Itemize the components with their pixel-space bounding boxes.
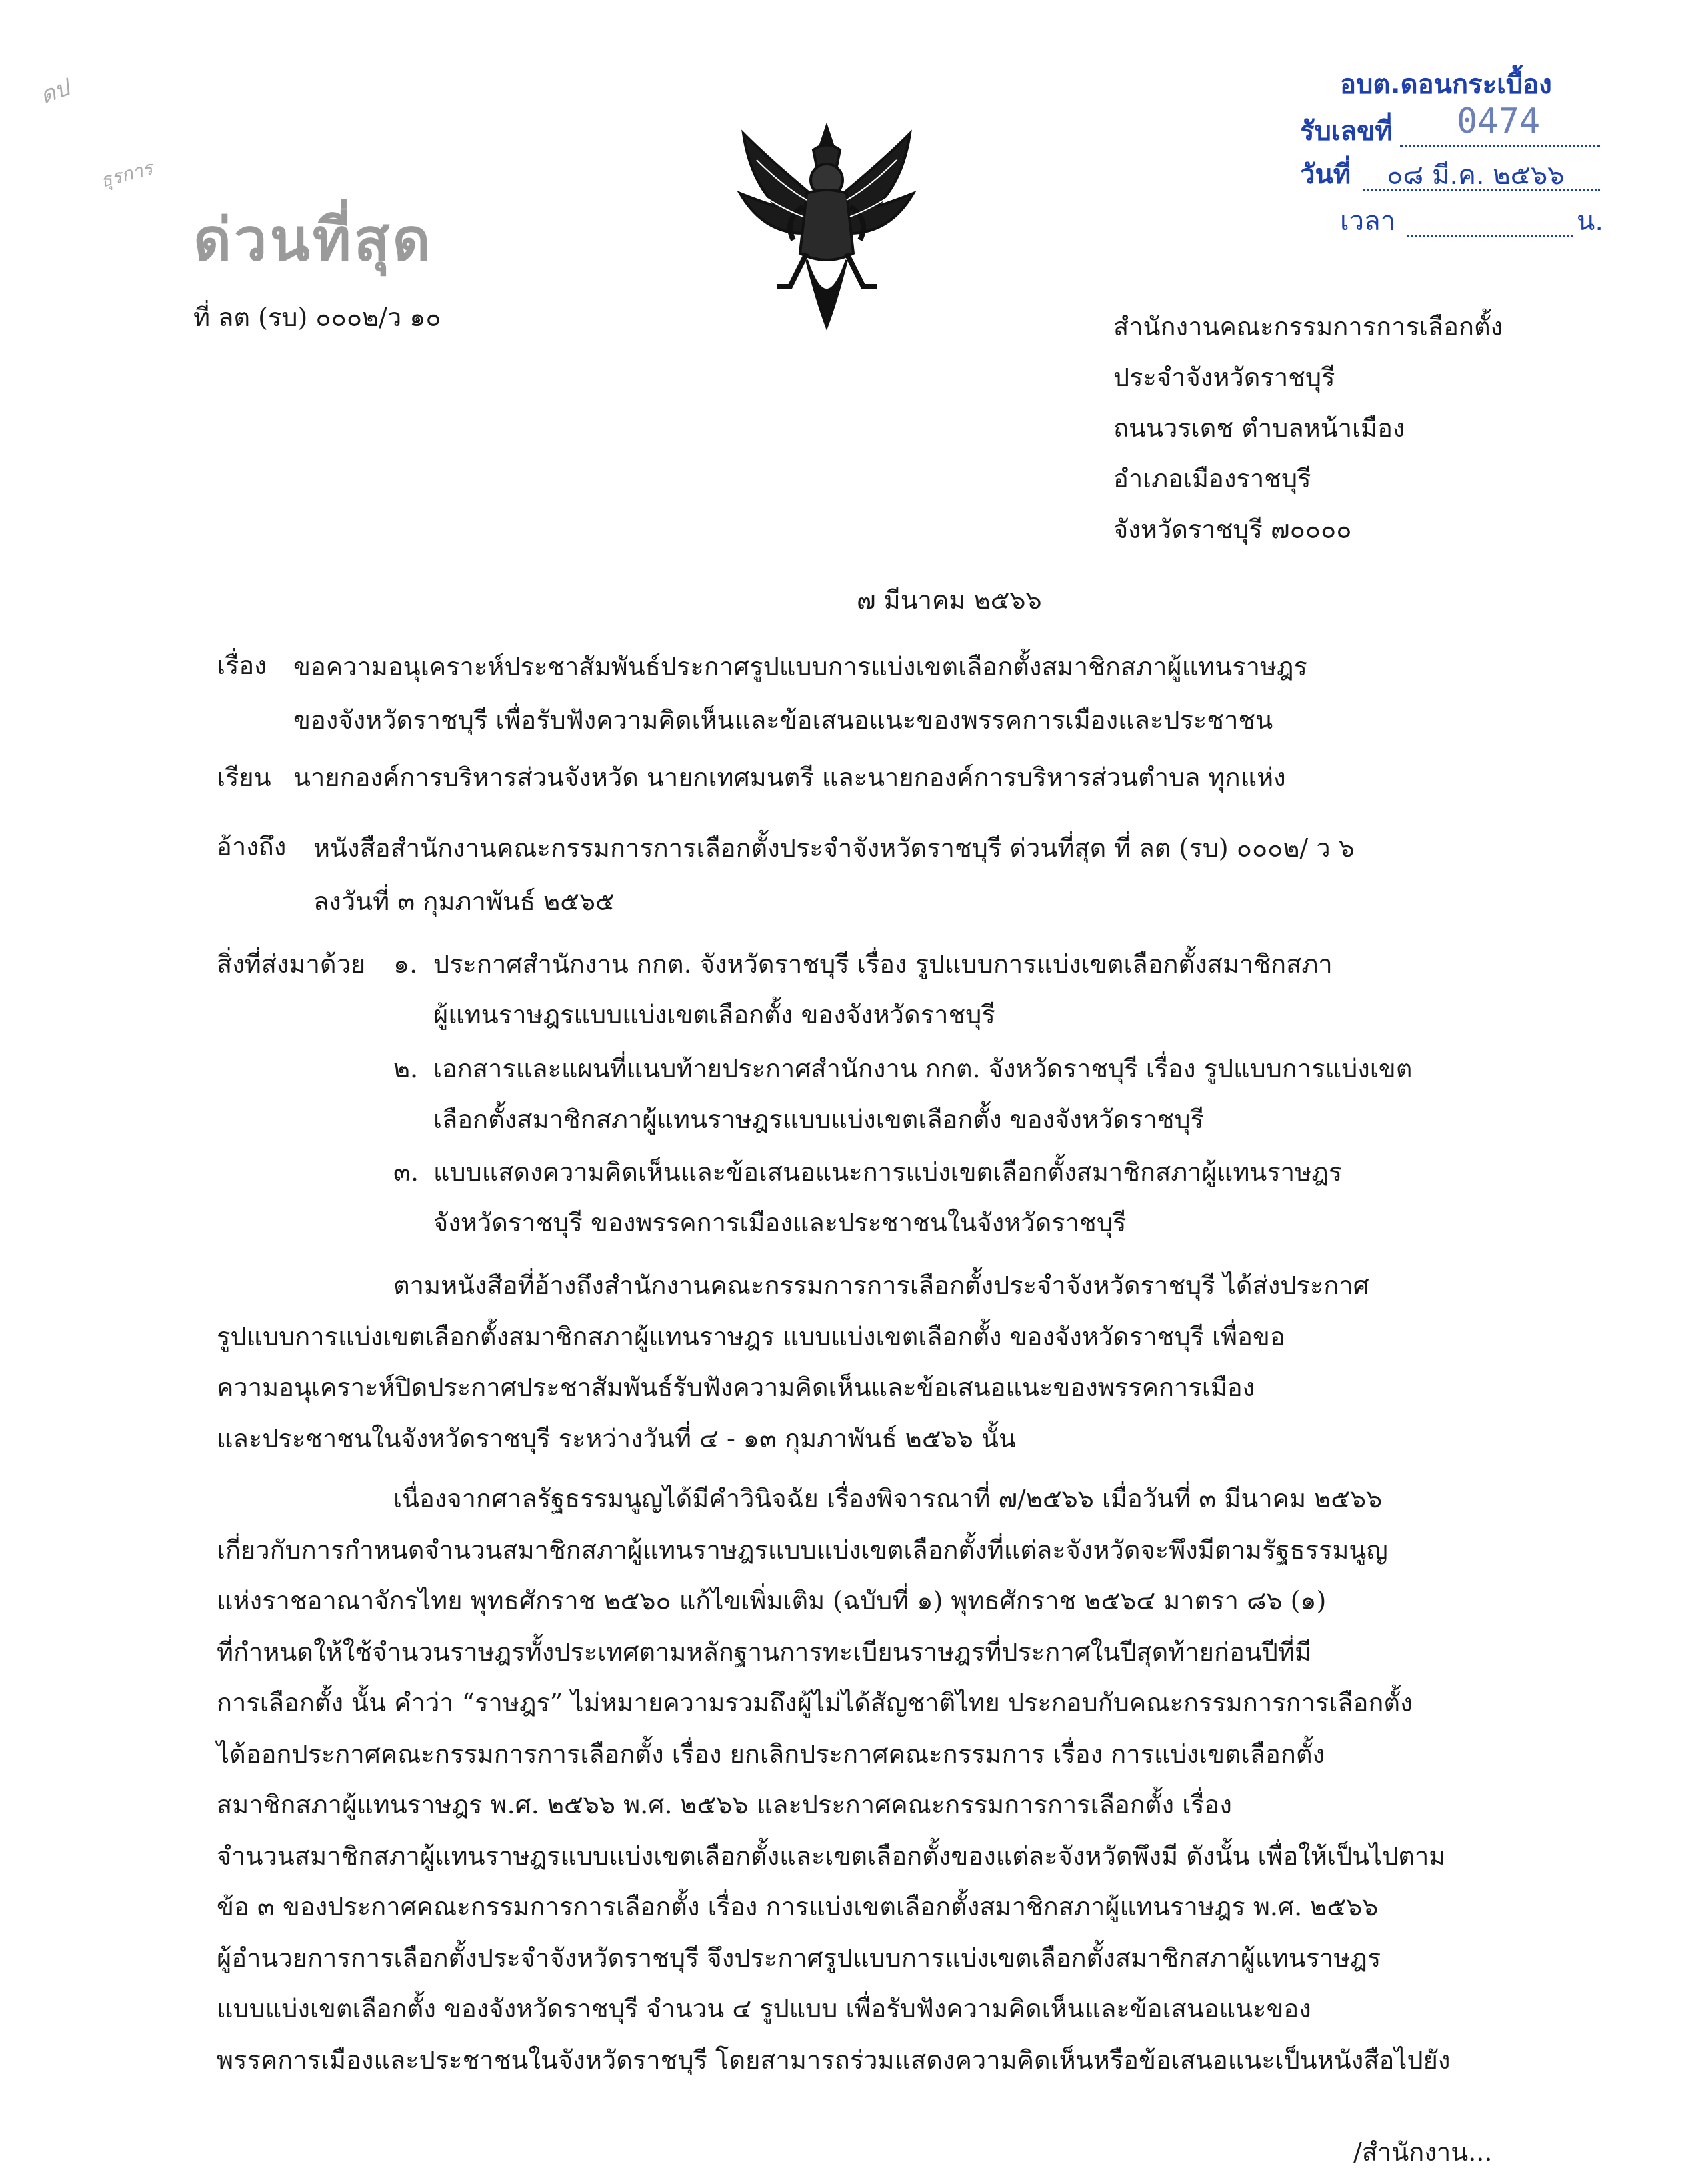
paragraph-line: แบบแบ่งเขตเลือกตั้ง ของจังหวัดราชบุรี จำนวน ๔ รูปแบบ เพื่อรับฟังความคิดเห็นและข้อเสนอแนะของ xyxy=(217,1994,1311,2023)
body-paragraph-2 xyxy=(217,1473,1450,2085)
recipient-text: นายกองค์การบริหารส่วนจังหวัด นายกเทศมนตรี และนายกองค์การบริหารส่วนตำบล ทุกแห่ง xyxy=(293,763,1286,792)
paragraph-line: สมาชิกสภาผู้แทนราษฎร พ.ศ. ๒๕๖๖ พ.ศ. ๒๕๖๖ และประกาศคณะกรรมการการเลือกตั้ง เรื่อง xyxy=(217,1790,1232,1819)
enclosure-line: เอกสารและแผนที่แนบท้ายประกาศสำนักงาน กกต. จังหวัดราชบุรี เรื่อง รูปแบบการแบ่งเขต xyxy=(433,1054,1413,1083)
enclosure-line: เลือกตั้งสมาชิกสภาผู้แทนราษฎรแบบแบ่งเขตเลือกตั้ง ของจังหวัดราชบุรี xyxy=(433,1105,1205,1134)
receipt-stamp xyxy=(1300,67,1613,247)
document-date: ๗ มีนาคม ๒๕๖๖ xyxy=(857,585,1042,615)
margin-note: ดป xyxy=(36,74,73,110)
paragraph-line: เนื่องจากศาลรัฐธรรมนูญได้มีคำวินิจฉัย เรื่องพิจารณาที่ ๗/๒๕๖๖ เมื่อวันที่ ๓ มีนาคม ๒๕๖๖ xyxy=(393,1484,1383,1513)
body-paragraph-1 xyxy=(217,1260,1369,1464)
enclosure-item xyxy=(433,939,1333,1040)
document-number: ที่ ลต (รบ) ๐๐๐๒/ว ๑๐ xyxy=(193,303,441,332)
subject-line: ของจังหวัดราชบุรี เพื่อรับฟังความคิดเห็นและข้อเสนอแนะของพรรคการเมืองและประชาชน xyxy=(293,705,1273,735)
reference-line: ลงวันที่ ๓ กุมภาพันธ์ ๒๕๖๕ xyxy=(313,887,615,916)
subject-label: เรื่อง xyxy=(217,651,267,680)
enclosures-label: สิ่งที่ส่งมาด้วย xyxy=(217,949,366,979)
paragraph-line: และประชาชนในจังหวัดราชบุรี ระหว่างวันที่ ๔ - ๑๓ กุมภาพันธ์ ๒๕๖๖ นั้น xyxy=(217,1423,1016,1453)
paragraph-line: ตามหนังสือที่อ้างถึงสำนักงานคณะกรรมการการเลือกตั้งประจำจังหวัดราชบุรี ได้ส่งประกาศ xyxy=(393,1271,1369,1300)
recipient-label: เรียน xyxy=(217,763,271,792)
paragraph-line: แห่งราชอาณาจักรไทย พุทธศักราช ๒๕๖๐ แก้ไขเพิ่มเติม (ฉบับที่ ๑) พุทธศักราช ๒๕๖๔ มาตรา ๘๖ (๑) xyxy=(217,1586,1327,1615)
enclosure-line: ประกาศสำนักงาน กกต. จังหวัดราชบุรี เรื่อง รูปแบบการแบ่งเขตเลือกตั้งสมาชิกสภา xyxy=(433,949,1333,979)
receipt-date-label: วันที่ xyxy=(1300,159,1351,190)
enclosure-item xyxy=(433,1147,1342,1248)
reference-text xyxy=(313,821,1355,928)
urgency-stamp: ด่วนที่สุด xyxy=(193,205,433,274)
enclosure-number: ๑. xyxy=(393,949,418,979)
address-line: จังหวัดราชบุรี ๗๐๐๐๐ xyxy=(1113,515,1352,544)
continuation-marker: /สำนักงาน... xyxy=(1353,2137,1493,2167)
address-line: ถนนวรเดช ตำบลหน้าเมือง xyxy=(1113,413,1405,443)
paragraph-line: จำนวนสมาชิกสภาผู้แทนราษฎรแบบแบ่งเขตเลือกตั้งและเขตเลือกตั้งของแต่ละจังหวัดพึงมี ดังนั้น เพื่อให้เป็นไปตาม xyxy=(217,1841,1446,1871)
receipt-date-value: ๐๘ มี.ค. ๒๕๖๖ xyxy=(1387,160,1565,191)
paragraph-line: ความอนุเคราะห์ปิดประกาศประชาสัมพันธ์รับฟังความคิดเห็นและข้อเสนอแนะของพรรคการเมือง xyxy=(217,1373,1255,1402)
receipt-number-value: 0474 xyxy=(1457,101,1541,141)
enclosure-item xyxy=(433,1043,1412,1145)
receipt-number-label: รับเลขที่ xyxy=(1300,116,1393,147)
paragraph-line: รูปแบบการแบ่งเขตเลือกตั้งสมาชิกสภาผู้แทนราษฎร แบบแบ่งเขตเลือกตั้ง ของจังหวัดราชบุรี เพื่อขอ xyxy=(217,1321,1285,1351)
paragraph-line: พรรคการเมืองและประชาชนในจังหวัดราชบุรี โดยสามารถร่วมแสดงความคิดเห็นหรือข้อเสนอแนะเป็นหนังสือไปยัง xyxy=(217,2045,1451,2075)
address-line: สำนักงานคณะกรรมการการเลือกตั้ง xyxy=(1113,312,1503,341)
reference-label: อ้างถึง xyxy=(217,832,287,861)
enclosure-line: ผู้แทนราษฎรแบบแบ่งเขตเลือกตั้ง ของจังหวัดราชบุรี xyxy=(433,1000,995,1029)
address-line: ประจำจังหวัดราชบุรี xyxy=(1113,363,1335,392)
sender-address xyxy=(1113,301,1503,555)
paragraph-line: การเลือกตั้ง นั้น คำว่า “ราษฎร” ไม่หมายความรวมถึงผู้ไม่ได้สัญชาติไทย ประกอบกับคณะกรรมการการเลือกตั้ง xyxy=(217,1688,1413,1717)
paragraph-line: เกี่ยวกับการกำหนดจำนวนสมาชิกสภาผู้แทนราษฎรแบบแบ่งเขตเลือกตั้งที่แต่ละจังหวัดจะพึงมีตามรัฐธรรมนูญ xyxy=(217,1535,1388,1565)
enclosure-number: ๒. xyxy=(393,1054,419,1083)
enclosure-line: จังหวัดราชบุรี ของพรรคการเมืองและประชาชนในจังหวัดราชบุรี xyxy=(433,1208,1127,1237)
receipt-time-suffix: น. xyxy=(1577,206,1604,237)
paragraph-line: ผู้อำนวยการการเลือกตั้งประจำจังหวัดราชบุรี จึงประกาศรูปแบบการแบ่งเขตเลือกตั้งสมาชิกสภาผู้แทนราษฎร xyxy=(217,1943,1381,1973)
enclosure-line: แบบแสดงความคิดเห็นและข้อเสนอแนะการแบ่งเขตเลือกตั้งสมาชิกสภาผู้แทนราษฎร xyxy=(433,1157,1343,1187)
reference-line: หนังสือสำนักงานคณะกรรมการการเลือกตั้งประจำจังหวัดราชบุรี ด่วนที่สุด ที่ ลต (รบ) ๐๐๐๒/ ว ๖ xyxy=(313,833,1355,863)
garuda-emblem-icon xyxy=(730,120,923,333)
enclosure-number: ๓. xyxy=(393,1157,419,1187)
receipt-time-label: เวลา xyxy=(1340,206,1396,237)
subject-text xyxy=(293,640,1307,747)
paragraph-line: ข้อ ๓ ของประกาศคณะกรรมการการเลือกตั้ง เรื่อง การแบ่งเขตเลือกตั้งสมาชิกสภาผู้แทนราษฎร พ.ศ. ๒๕๖๖ xyxy=(217,1892,1379,1921)
receipt-office: อบต.ดอนกระเบื้อง xyxy=(1340,69,1552,100)
paragraph-line: ที่กำหนดให้ใช้จำนวนราษฎรทั้งประเทศตามหลักฐานการทะเบียนราษฎรที่ประกาศในปีสุดท้ายก่อนปีที่มี xyxy=(217,1637,1311,1667)
subject-line: ขอความอนุเคราะห์ประชาสัมพันธ์ประกาศรูปแบบการแบ่งเขตเลือกตั้งสมาชิกสภาผู้แทนราษฎร xyxy=(293,652,1307,681)
margin-note-routing: ธุรการ xyxy=(97,157,155,192)
paragraph-line: ได้ออกประกาศคณะกรรมการการเลือกตั้ง เรื่อง ยกเลิกประกาศคณะกรรมการ เรื่อง การแบ่งเขตเลือกตั้ง xyxy=(217,1739,1325,1769)
address-line: อำเภอเมืองราชบุรี xyxy=(1113,464,1311,493)
